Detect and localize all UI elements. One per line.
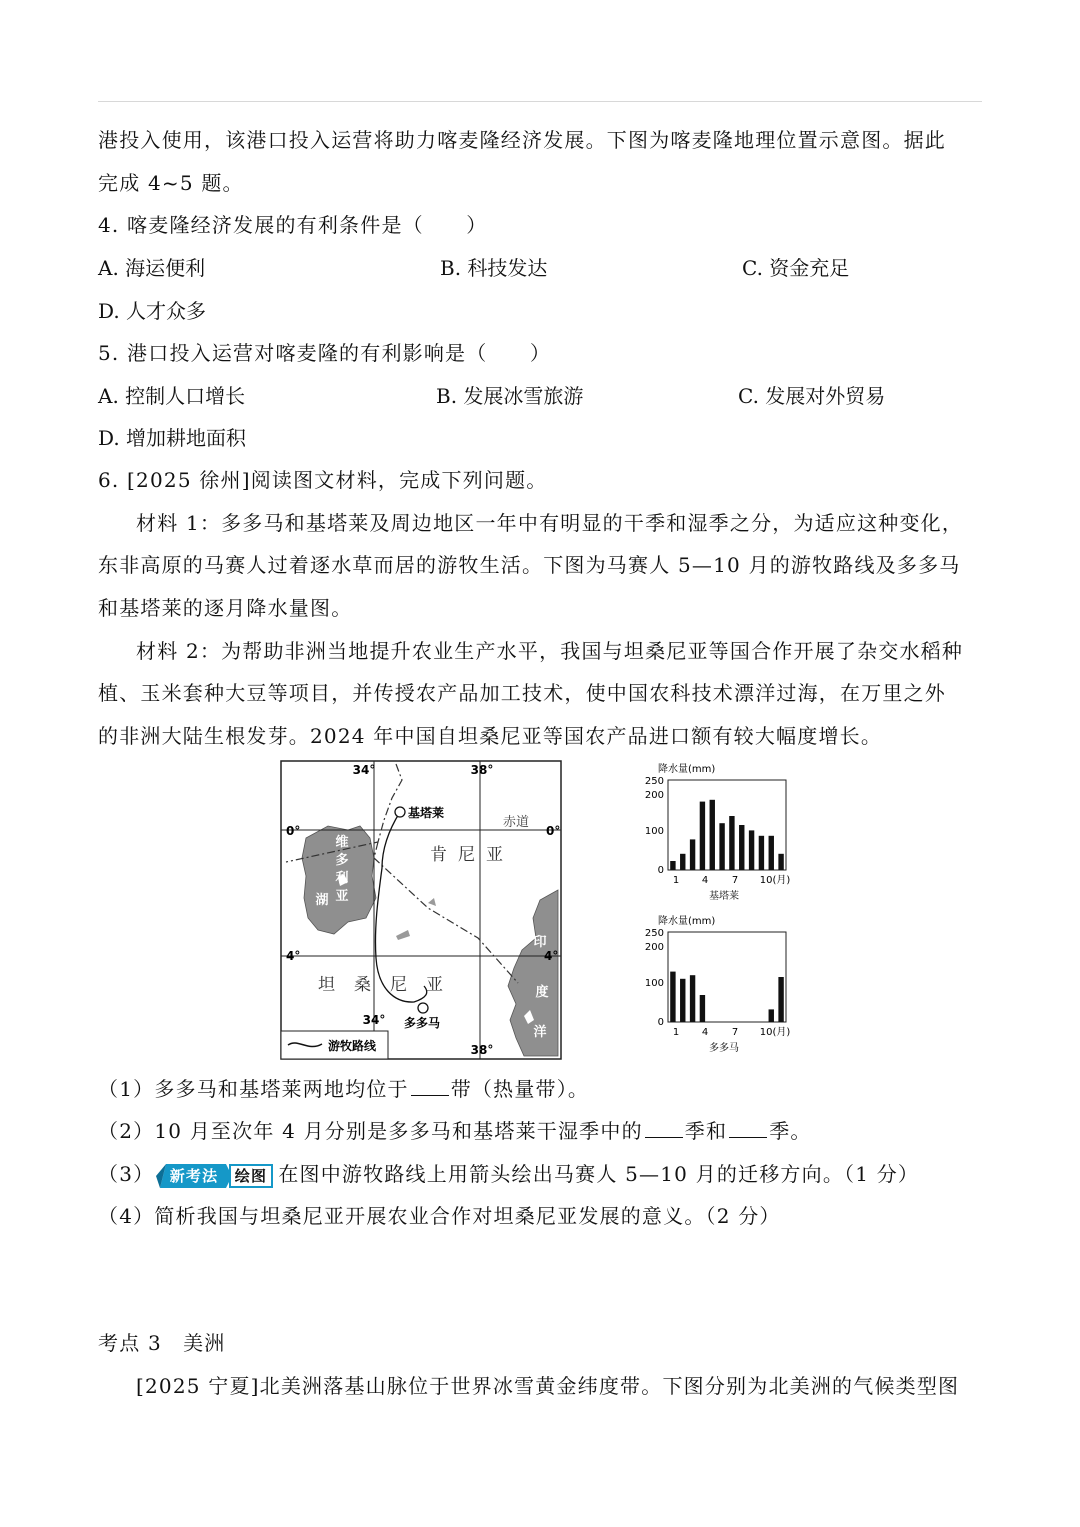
q4-option-b[interactable]: B. 科技发达 (440, 256, 548, 280)
material2-line-1: 材料 2：为帮助非洲当地提升农业生产水平，我国与坦桑尼亚等国合作开展了杂交水稻种 (136, 639, 964, 663)
kitale-ylabel: 降水量(mm) (658, 764, 716, 775)
dodoma-bar-month-3 (690, 975, 695, 1022)
kitale-bar-month-2 (680, 854, 685, 870)
kenya-char-3: 亚 (486, 845, 503, 865)
sub3-text-a: （3） (98, 1162, 155, 1186)
dodoma-xtick-10: 10(月) (759, 1027, 791, 1038)
dodoma-bar-month-2 (680, 979, 685, 1022)
tanzania-char-4: 亚 (426, 975, 443, 995)
kitale-ytick-200: 200 (644, 790, 664, 801)
dodoma-ylabel: 降水量(mm) (658, 916, 716, 927)
sub1-blank[interactable] (411, 1077, 449, 1096)
lon-38-top-label: 38° (470, 763, 494, 777)
material2-line-3: 的非洲大陆生根发芽。2024 年中国自坦桑尼亚等国农产品进口额有较大幅度增长。 (98, 724, 883, 748)
dodoma-plot-frame (668, 932, 786, 1022)
lat-4-left-label: 4° (286, 949, 301, 963)
dodoma-ytick-200: 200 (644, 942, 664, 953)
q4-option-d[interactable]: D. 人才众多 (98, 299, 207, 323)
kitale-bar-month-4 (700, 802, 705, 870)
q6-header: 6. [2025 徐州]阅读图文材料，完成下列问题。 (98, 468, 548, 492)
kitale-bar-month-11 (769, 836, 774, 870)
tanzania-char-2: 桑 (354, 975, 371, 995)
kenya-char-2: 尼 (458, 845, 475, 865)
q5-option-c[interactable]: C. 发展对外贸易 (738, 384, 886, 408)
dodoma-bars (670, 972, 784, 1022)
q4-option-c[interactable]: C. 资金充足 (742, 256, 850, 280)
sub2-blank-1[interactable] (645, 1119, 683, 1138)
sub-question-1 (98, 1075, 589, 1103)
section-3-title: 考点 3 美洲 (98, 1331, 226, 1355)
sub2-text-c: 季。 (769, 1119, 812, 1143)
kitale-label: 基塔莱 (408, 806, 445, 820)
kitale-bar-month-5 (710, 800, 715, 870)
lake-char-2: 多 (335, 853, 349, 868)
dodoma-marker (418, 1003, 428, 1013)
kitale-bars (670, 800, 784, 870)
kitale-bar-month-10 (759, 836, 764, 870)
q5-option-d[interactable]: D. 增加耕地面积 (98, 426, 247, 450)
intro-line-1: 港投入使用，该港口投入运营将助力喀麦隆经济发展。下图为喀麦隆地理位置示意图。据此 (98, 128, 946, 152)
q5-stem: 5. 港口投入运营对喀麦隆的有利影响是（ ） (98, 341, 552, 365)
kitale-bar-month-1 (670, 861, 675, 870)
lat-4-right-label: 4° (544, 949, 559, 963)
dodoma-ytick-100: 100 (644, 978, 664, 989)
dodoma-label: 多多马 (404, 1016, 441, 1030)
dodoma-bar-month-1 (670, 972, 675, 1022)
dodoma-xtick-7: 7 (731, 1027, 739, 1038)
tanzania-char-3: 尼 (390, 975, 407, 995)
material1-line-1: 材料 1：多多马和基塔莱及周边地区一年中有明显的干季和湿季之分，为适应这种变化， (136, 511, 964, 535)
kitale-xtick-4: 4 (701, 875, 709, 886)
kitale-bar-month-6 (719, 823, 724, 870)
new-method-tag-label: 新考法 (170, 1166, 219, 1185)
sub-question-2 (98, 1117, 812, 1145)
dodoma-bar-month-4 (700, 995, 705, 1022)
kitale-bar-month-3 (690, 839, 695, 870)
sub2-blank-2[interactable] (729, 1119, 767, 1138)
q5-option-b[interactable]: B. 发展冰雪旅游 (436, 384, 584, 408)
q4-option-a[interactable]: A. 海运便利 (98, 256, 206, 280)
dodoma-ytick-0: 0 (657, 1017, 664, 1028)
intro-line-2: 完成 4~5 题。 (98, 171, 244, 195)
kitale-xtick-1: 1 (672, 875, 680, 886)
material1-line-2: 东非高原的马赛人过着逐水草而居的游牧生活。下图为马赛人 5—10 月的游牧路线及多多马 (98, 553, 961, 577)
kenya-char-1: 肯 (430, 845, 447, 865)
sub1-text-b: 带（热量带）。 (450, 1077, 590, 1101)
ocean-char-1: 印 (533, 935, 547, 950)
lon-38-bottom-label: 38° (470, 1043, 494, 1057)
new-method-tag (156, 1163, 274, 1189)
lat-0-left-label: 0° (286, 824, 301, 838)
kitale-xtick-7: 7 (731, 875, 739, 886)
lon-34-bottom-label: 34° (362, 1013, 386, 1027)
kitale-xtick-10: 10(月) (759, 875, 791, 886)
section-3-line-1: [2025 宁夏]北美洲落基山脉位于世界冰雪黄金纬度带。下图分别为北美洲的气候类型图 (136, 1374, 960, 1398)
ocean-char-2: 度 (535, 985, 549, 1000)
kitale-ytick-100: 100 (644, 826, 664, 837)
dodoma-bar-month-11 (769, 1009, 774, 1022)
dodoma-ytick-250: 250 (644, 928, 664, 939)
lake-char-4: 亚 (335, 889, 349, 904)
kitale-bar-month-7 (729, 816, 734, 870)
kitale-bar-month-8 (739, 825, 744, 870)
sub-question-4: （4）简析我国与坦桑尼亚开展农业合作对坦桑尼亚发展的意义。（2 分） (98, 1204, 781, 1228)
lake-char-5: 湖 (315, 893, 329, 908)
dodoma-title: 多多马 (709, 1043, 739, 1054)
lat-0-right-label: 0° (546, 824, 561, 838)
dodoma-xtick-4: 4 (701, 1027, 709, 1038)
tanzania-char-1: 坦 (318, 975, 335, 995)
material1-line-3: 和基塔莱的逐月降水量图。 (98, 596, 353, 620)
kitale-plot-frame (668, 780, 786, 870)
kitale-rainfall-chart (638, 758, 798, 908)
lon-34-top-label: 34° (352, 763, 376, 777)
ocean-char-3: 洋 (533, 1025, 547, 1040)
drawing-tag-label: 绘图 (235, 1166, 268, 1185)
equator-label: 赤道 (503, 815, 530, 830)
kitale-title: 基塔莱 (709, 891, 739, 902)
q4-stem: 4. 喀麦隆经济发展的有利条件是（ ） (98, 213, 488, 237)
kitale-marker (395, 807, 405, 817)
sub2-text-a: （2）10 月至次年 4 月分别是多多马和基塔莱干湿季中的 (98, 1119, 643, 1143)
lake-char-1: 维 (335, 835, 349, 850)
material2-line-2: 植、玉米套种大豆等项目，并传授农产品加工技术，使中国农科技术漂洋过海，在万里之外 (98, 681, 946, 705)
lake-char-3: 利 (335, 871, 349, 886)
dodoma-bar-month-12 (778, 977, 783, 1022)
kitale-ytick-250: 250 (644, 776, 664, 787)
top-rule (98, 101, 982, 102)
sub1-text-a: （1）多多马和基塔莱两地均位于 (98, 1077, 409, 1101)
kitale-bar-month-12 (778, 854, 783, 870)
sub-question-3 (98, 1160, 919, 1189)
dodoma-rainfall-chart (638, 910, 798, 1060)
q5-option-a[interactable]: A. 控制人口增长 (98, 384, 246, 408)
kitale-ytick-0: 0 (657, 865, 664, 876)
kitale-bar-month-9 (749, 830, 754, 870)
legend-label: 游牧路线 (328, 1039, 377, 1053)
dodoma-xtick-1: 1 (672, 1027, 680, 1038)
sub3-text-b: 在图中游牧路线上用箭头绘出马赛人 5—10 月的迁移方向。（1 分） (278, 1162, 920, 1186)
nomad-route-map[interactable] (278, 758, 566, 1064)
sub2-text-b: 季和 (684, 1119, 728, 1143)
